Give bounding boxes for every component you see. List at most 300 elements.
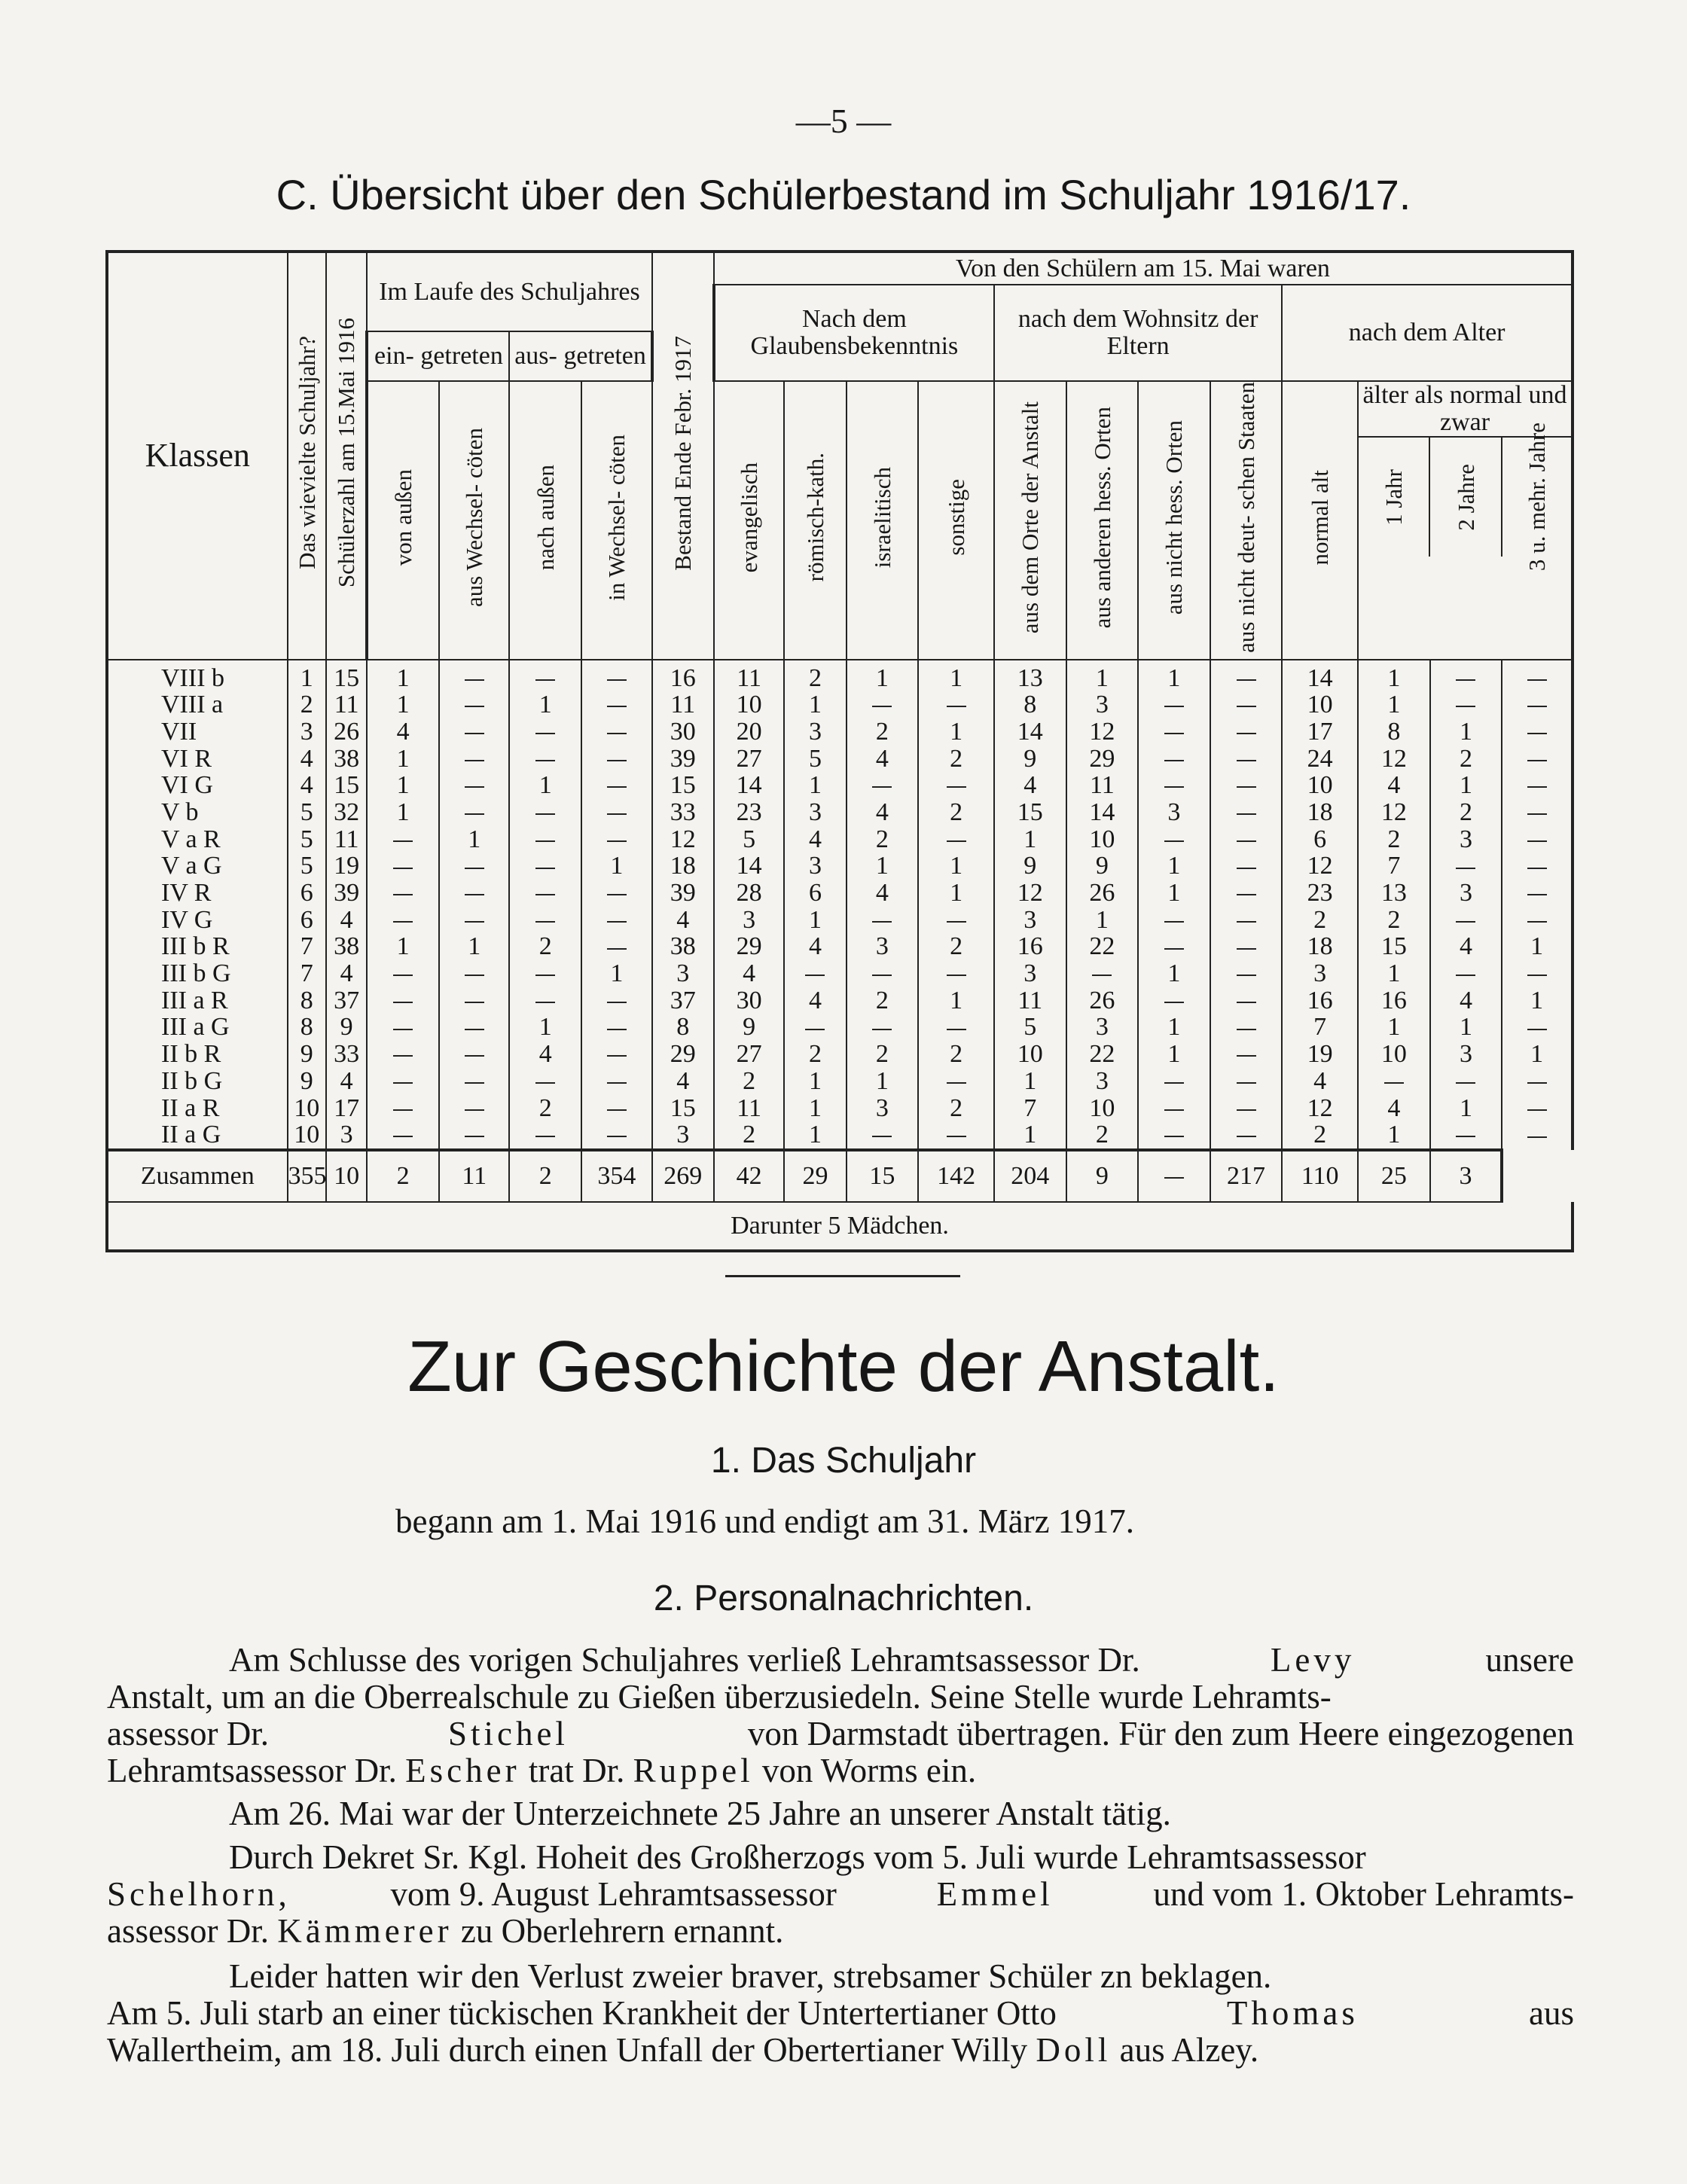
class-label: VI G bbox=[107, 772, 288, 799]
class-label: VIII a bbox=[107, 691, 288, 718]
totals-cell: 9 bbox=[1066, 1150, 1139, 1202]
totals-cell: 2 bbox=[367, 1150, 439, 1202]
dash-mark bbox=[465, 679, 484, 681]
dash-mark bbox=[947, 1136, 966, 1137]
table-row bbox=[107, 660, 1573, 692]
header-schuljahr: Das wievielte Schuljahr? bbox=[288, 252, 326, 660]
table-cell: 3 bbox=[1430, 880, 1502, 907]
table-cell: 6 bbox=[1282, 826, 1358, 853]
dash-mark bbox=[393, 1055, 413, 1057]
dash-mark bbox=[465, 1109, 484, 1111]
table-cell bbox=[581, 933, 652, 960]
table-cell: 12 bbox=[652, 826, 714, 853]
dash-mark bbox=[465, 733, 484, 734]
table-cell: 10 bbox=[1358, 1041, 1430, 1068]
totals-cell: 110 bbox=[1282, 1150, 1358, 1202]
totals-cell: 204 bbox=[994, 1150, 1066, 1202]
table-cell: 1 bbox=[509, 1014, 581, 1041]
dash-mark bbox=[805, 975, 825, 976]
table-cell: 1 bbox=[1430, 1095, 1502, 1122]
table-cell: 2 bbox=[1430, 746, 1502, 773]
table-cell: 2 bbox=[847, 826, 919, 853]
table-cell: 1 bbox=[784, 772, 846, 799]
table-cell: 1 bbox=[1138, 1041, 1210, 1068]
table-cell: 2 bbox=[918, 1095, 994, 1122]
dash-mark bbox=[1237, 975, 1256, 976]
totals-label: Zusammen bbox=[107, 1150, 288, 1202]
table-cell bbox=[1502, 799, 1573, 826]
table-cell: 2 bbox=[714, 1068, 785, 1095]
table-cell: 38 bbox=[326, 746, 367, 773]
table-cell: 1 bbox=[1138, 660, 1210, 692]
table-cell: 12 bbox=[1282, 853, 1358, 880]
table-cell: 4 bbox=[326, 960, 367, 987]
table-cell: 2 bbox=[1282, 1121, 1358, 1150]
dash-mark bbox=[1237, 1136, 1256, 1137]
table-cell bbox=[1502, 746, 1573, 773]
table-cell: 1 bbox=[581, 960, 652, 987]
header-klassen: Klassen bbox=[107, 252, 288, 660]
table-cell: 38 bbox=[652, 933, 714, 960]
dash-mark bbox=[1456, 1136, 1475, 1137]
table-cell: 4 bbox=[1430, 933, 1502, 960]
header-israelitisch: israelitisch bbox=[847, 381, 919, 660]
dash-mark bbox=[872, 975, 892, 976]
table-cell: 1 bbox=[994, 826, 1066, 853]
table-cell bbox=[918, 826, 994, 853]
table-footnote: Darunter 5 Mädchen. bbox=[107, 1202, 1573, 1251]
table-cell: 16 bbox=[994, 933, 1066, 960]
table-cell: 2 bbox=[1282, 907, 1358, 934]
table-cell bbox=[439, 1121, 510, 1150]
table-cell bbox=[1210, 826, 1283, 853]
table-cell: 3 bbox=[1066, 1014, 1139, 1041]
dash-mark bbox=[607, 1002, 627, 1003]
dash-mark bbox=[1527, 733, 1547, 734]
table-cell bbox=[1210, 660, 1283, 692]
dash-mark bbox=[1527, 786, 1547, 788]
table-cell: 3 bbox=[784, 853, 846, 880]
table-cell bbox=[439, 853, 510, 880]
dash-mark bbox=[872, 786, 892, 788]
class-label: VIII b bbox=[107, 660, 288, 692]
table-cell bbox=[1430, 691, 1502, 718]
table-cell: 2 bbox=[1066, 1121, 1139, 1150]
class-label: II b R bbox=[107, 1041, 288, 1068]
table-cell bbox=[1210, 718, 1283, 746]
dash-mark bbox=[1237, 760, 1256, 761]
table-cell: 12 bbox=[994, 880, 1066, 907]
table-cell: 8 bbox=[994, 691, 1066, 718]
table-cell bbox=[1502, 1068, 1573, 1095]
table-cell: 15 bbox=[326, 772, 367, 799]
table-cell bbox=[581, 880, 652, 907]
dash-mark bbox=[1456, 868, 1475, 869]
dash-mark bbox=[1527, 1136, 1547, 1138]
table-cell: 39 bbox=[652, 880, 714, 907]
dash-mark bbox=[1237, 813, 1256, 815]
table-cell: 2 bbox=[1358, 907, 1430, 934]
table-cell: 4 bbox=[1358, 1095, 1430, 1122]
table-cell bbox=[439, 1068, 510, 1095]
table-cell bbox=[581, 987, 652, 1014]
table-cell: 9 bbox=[994, 746, 1066, 773]
table-cell bbox=[509, 746, 581, 773]
class-label: IV G bbox=[107, 907, 288, 934]
table-cell bbox=[1210, 1041, 1283, 1068]
table-cell bbox=[509, 960, 581, 987]
table-cell bbox=[1502, 853, 1573, 880]
header-roemisch-kath: römisch-kath. bbox=[784, 381, 846, 660]
dash-mark bbox=[872, 1029, 892, 1030]
table-cell: 29 bbox=[652, 1041, 714, 1068]
table-cell bbox=[1138, 987, 1210, 1014]
table-cell: 2 bbox=[509, 933, 581, 960]
table-cell: 13 bbox=[1358, 880, 1430, 907]
table-cell: 3 bbox=[714, 907, 785, 934]
table-cell: 11 bbox=[1066, 772, 1139, 799]
table-cell bbox=[918, 691, 994, 718]
schuljahr-text: begann am 1. Mai 1916 und endigt am 31. März 1917. bbox=[395, 1502, 1135, 1540]
totals-cell: 42 bbox=[714, 1150, 785, 1202]
table-cell: 30 bbox=[714, 987, 785, 1014]
table-cell: 18 bbox=[652, 853, 714, 880]
table-cell: 33 bbox=[326, 1041, 367, 1068]
table-cell bbox=[367, 960, 439, 987]
table-cell bbox=[1138, 907, 1210, 934]
table-cell bbox=[1430, 960, 1502, 987]
table-cell bbox=[1430, 1121, 1502, 1150]
table-cell bbox=[1210, 880, 1283, 907]
header-schuelerzahl: Schülerzahl am 15.Mai 1916 bbox=[326, 252, 367, 660]
table-cell: 7 bbox=[288, 933, 326, 960]
table-cell: 15 bbox=[1358, 933, 1430, 960]
table-cell: 14 bbox=[994, 718, 1066, 746]
table-cell bbox=[1138, 1095, 1210, 1122]
table-cell: 22 bbox=[1066, 933, 1139, 960]
table-cell bbox=[1502, 880, 1573, 907]
dash-mark bbox=[1164, 760, 1184, 761]
table-cell: 12 bbox=[1066, 718, 1139, 746]
dash-mark bbox=[872, 706, 892, 707]
table-cell: 39 bbox=[326, 880, 367, 907]
table-cell: 39 bbox=[652, 746, 714, 773]
table-cell: 3 bbox=[1066, 1068, 1139, 1095]
table-cell: 19 bbox=[1282, 1041, 1358, 1068]
dash-mark bbox=[393, 894, 413, 895]
table-cell bbox=[367, 880, 439, 907]
table-cell: 1 bbox=[1430, 772, 1502, 799]
table-cell bbox=[1210, 1095, 1283, 1122]
table-cell: 6 bbox=[288, 880, 326, 907]
dash-mark bbox=[465, 1055, 484, 1057]
table-cell bbox=[581, 1068, 652, 1095]
table-cell bbox=[367, 1095, 439, 1122]
dash-mark bbox=[607, 948, 627, 950]
table-cell: 14 bbox=[1282, 660, 1358, 692]
table-cell bbox=[918, 1121, 994, 1150]
table-cell: 1 bbox=[918, 880, 994, 907]
table-cell bbox=[581, 1014, 652, 1041]
dash-mark bbox=[1237, 948, 1256, 950]
schuljahr-heading: 1. Das Schuljahr bbox=[710, 1441, 977, 1481]
table-cell: 4 bbox=[367, 718, 439, 746]
header-aus-wechselcoeten: aus Wechsel- cöten bbox=[439, 381, 510, 660]
table-cell bbox=[918, 772, 994, 799]
table-cell bbox=[581, 1095, 652, 1122]
table-cell: 8 bbox=[1358, 718, 1430, 746]
table-cell: 22 bbox=[1066, 1041, 1139, 1068]
dash-mark bbox=[607, 760, 627, 761]
section-title: Zur Geschichte der Anstalt. bbox=[407, 1326, 1280, 1407]
table-cell: 1 bbox=[918, 718, 994, 746]
table-cell bbox=[1502, 660, 1573, 692]
totals-cell: 2 bbox=[509, 1150, 581, 1202]
dash-mark bbox=[1237, 706, 1256, 707]
table-cell bbox=[439, 772, 510, 799]
dash-mark bbox=[393, 1082, 413, 1084]
table-cell bbox=[509, 718, 581, 746]
header-aelter-als-normal: älter als normal und zwar 1 Jahr 2 Jahre 3 u. mehr. Jahre bbox=[1358, 381, 1573, 660]
table-cell: 1 bbox=[784, 1121, 846, 1150]
table-cell: 4 bbox=[509, 1041, 581, 1068]
table-cell: 5 bbox=[994, 1014, 1066, 1041]
table-cell: 15 bbox=[652, 1095, 714, 1122]
table-cell: 3 bbox=[994, 960, 1066, 987]
table-cell: 2 bbox=[918, 1041, 994, 1068]
table-cell: 1 bbox=[1358, 691, 1430, 718]
dash-mark bbox=[1527, 813, 1547, 815]
table-cell: 9 bbox=[326, 1014, 367, 1041]
table-cell: 10 bbox=[288, 1121, 326, 1150]
dash-mark bbox=[535, 975, 555, 976]
header-von-den-schuelern: Von den Schülern am 15. Mai waren bbox=[714, 252, 1573, 285]
table-cell bbox=[581, 660, 652, 692]
table-cell: 4 bbox=[288, 746, 326, 773]
table-cell bbox=[509, 880, 581, 907]
header-eingetreten: ein- getreten bbox=[367, 331, 509, 381]
table-cell bbox=[847, 1121, 919, 1150]
table-cell: 5 bbox=[288, 826, 326, 853]
table-cell: 1 bbox=[367, 799, 439, 826]
dash-mark bbox=[1237, 786, 1256, 788]
dash-mark bbox=[465, 975, 484, 976]
header-sonstige: sonstige bbox=[918, 381, 994, 660]
dash-mark bbox=[393, 1029, 413, 1030]
table-cell: 1 bbox=[918, 660, 994, 692]
totals-row bbox=[107, 1150, 1573, 1202]
class-label: II a G bbox=[107, 1121, 288, 1150]
header-aus-nicht-hess: aus nicht hess. Orten bbox=[1138, 381, 1210, 660]
table-cell: 26 bbox=[326, 718, 367, 746]
dash-mark bbox=[607, 679, 627, 681]
table-cell bbox=[1210, 1068, 1283, 1095]
table-cell: 33 bbox=[652, 799, 714, 826]
dash-mark bbox=[1237, 921, 1256, 923]
table-cell bbox=[1066, 960, 1139, 987]
table-cell bbox=[509, 907, 581, 934]
table-cell: 1 bbox=[1358, 1121, 1430, 1150]
class-label: II a R bbox=[107, 1095, 288, 1122]
table-row bbox=[107, 1095, 1573, 1122]
table-cell: 3 bbox=[784, 799, 846, 826]
table-cell: 10 bbox=[714, 691, 785, 718]
dash-mark bbox=[607, 813, 627, 815]
table-cell: 2 bbox=[847, 718, 919, 746]
table-cell bbox=[1502, 1121, 1573, 1150]
dash-mark bbox=[872, 1136, 892, 1137]
table-cell bbox=[784, 960, 846, 987]
dash-mark bbox=[607, 706, 627, 707]
class-label: VII bbox=[107, 718, 288, 746]
dash-mark bbox=[1237, 679, 1256, 681]
table-cell: 1 bbox=[784, 691, 846, 718]
table-cell: 1 bbox=[1138, 960, 1210, 987]
table-row bbox=[107, 960, 1573, 987]
table-cell: 2 bbox=[1430, 799, 1502, 826]
dash-mark bbox=[535, 840, 555, 842]
dash-mark bbox=[465, 921, 484, 923]
table-cell: 14 bbox=[714, 853, 785, 880]
table-cell: 1 bbox=[784, 1095, 846, 1122]
table-cell: 8 bbox=[288, 1014, 326, 1041]
table-cell: 3 bbox=[1138, 799, 1210, 826]
table-cell bbox=[581, 826, 652, 853]
table-cell: 1 bbox=[1066, 907, 1139, 934]
table-cell: 6 bbox=[288, 907, 326, 934]
table-cell bbox=[439, 691, 510, 718]
table-cell bbox=[581, 746, 652, 773]
header-in-wechselcoeten: in Wechsel- cöten bbox=[581, 381, 652, 660]
table-cell bbox=[1138, 772, 1210, 799]
dash-mark bbox=[1237, 894, 1256, 895]
table-cell: 13 bbox=[994, 660, 1066, 692]
table-cell: 4 bbox=[288, 772, 326, 799]
dash-mark bbox=[1527, 679, 1547, 681]
table-cell bbox=[509, 799, 581, 826]
dash-mark bbox=[1384, 1082, 1404, 1084]
header-ausgetreten: aus- getreten bbox=[509, 331, 651, 381]
dash-mark bbox=[607, 840, 627, 842]
table-cell bbox=[439, 746, 510, 773]
dash-mark bbox=[1456, 706, 1475, 707]
table-cell bbox=[367, 907, 439, 934]
table-cell: 1 bbox=[1358, 960, 1430, 987]
table-cell bbox=[847, 960, 919, 987]
table-cell: 11 bbox=[994, 987, 1066, 1014]
dash-mark bbox=[607, 786, 627, 788]
table-cell: 15 bbox=[326, 660, 367, 692]
totals-cell: 10 bbox=[326, 1150, 367, 1202]
table-cell: 2 bbox=[847, 1041, 919, 1068]
totals-cell: 355 bbox=[288, 1150, 326, 1202]
table-cell: 26 bbox=[1066, 880, 1139, 907]
table-cell bbox=[918, 907, 994, 934]
table-cell: 1 bbox=[918, 853, 994, 880]
table-cell bbox=[1502, 1014, 1573, 1041]
dash-mark bbox=[1164, 1177, 1184, 1179]
dash-mark bbox=[1527, 1109, 1547, 1111]
dash-mark bbox=[1527, 921, 1547, 923]
table-cell: 2 bbox=[1358, 826, 1430, 853]
table-cell bbox=[1210, 746, 1283, 773]
table-cell bbox=[1210, 987, 1283, 1014]
totals-cell: 25 bbox=[1358, 1150, 1430, 1202]
table-cell bbox=[784, 1014, 846, 1041]
table-cell bbox=[439, 987, 510, 1014]
table-cell bbox=[918, 1068, 994, 1095]
table-cell: 2 bbox=[288, 691, 326, 718]
table-cell: 29 bbox=[1066, 746, 1139, 773]
dash-mark bbox=[535, 894, 555, 895]
table-cell bbox=[581, 1121, 652, 1150]
table-cell bbox=[1138, 933, 1210, 960]
dash-mark bbox=[1456, 921, 1475, 923]
table-cell bbox=[439, 1095, 510, 1122]
table-cell bbox=[509, 987, 581, 1014]
dash-mark bbox=[1527, 868, 1547, 869]
table-cell: 9 bbox=[1066, 853, 1139, 880]
table-cell: 3 bbox=[1430, 1041, 1502, 1068]
section-divider bbox=[725, 1275, 960, 1277]
table-cell: 5 bbox=[784, 746, 846, 773]
dash-mark bbox=[947, 706, 966, 707]
dash-mark bbox=[1527, 1082, 1547, 1084]
table-cell: 1 bbox=[367, 933, 439, 960]
dash-mark bbox=[465, 1136, 484, 1137]
table-cell bbox=[581, 718, 652, 746]
dash-mark bbox=[805, 1029, 825, 1030]
table-cell: 12 bbox=[1358, 799, 1430, 826]
header-aus-anderen-hess: aus anderen hess. Orten bbox=[1066, 381, 1139, 660]
class-label: III a R bbox=[107, 987, 288, 1014]
table-cell: 1 bbox=[439, 933, 510, 960]
table-cell: 23 bbox=[714, 799, 785, 826]
table-cell bbox=[1502, 1095, 1573, 1122]
table-row bbox=[107, 1121, 1573, 1150]
table-cell: 1 bbox=[367, 772, 439, 799]
table-cell: 4 bbox=[847, 746, 919, 773]
table-cell: 9 bbox=[714, 1014, 785, 1041]
table-cell bbox=[439, 1041, 510, 1068]
table-cell: 16 bbox=[1282, 987, 1358, 1014]
dash-mark bbox=[393, 975, 413, 976]
table-cell bbox=[439, 799, 510, 826]
header-im-laufe: Im Laufe des Schuljahres bbox=[367, 252, 651, 331]
class-label: III b G bbox=[107, 960, 288, 987]
dash-mark bbox=[465, 1029, 484, 1030]
table-cell bbox=[439, 960, 510, 987]
table-cell: 3 bbox=[1282, 960, 1358, 987]
table-cell bbox=[1138, 718, 1210, 746]
header-evangelisch: evangelisch bbox=[714, 381, 785, 660]
dash-mark bbox=[1237, 1082, 1256, 1084]
table-row bbox=[107, 880, 1573, 907]
table-cell: 37 bbox=[652, 987, 714, 1014]
dash-mark bbox=[947, 786, 966, 788]
table-cell: 1 bbox=[509, 691, 581, 718]
table-cell bbox=[1138, 1068, 1210, 1095]
table-cell bbox=[847, 1014, 919, 1041]
table-cell bbox=[439, 660, 510, 692]
header-aus-dem-orte: aus dem Orte der Anstalt bbox=[994, 381, 1066, 660]
personal-heading: 2. Personalnachrichten. bbox=[653, 1579, 1034, 1618]
dash-mark bbox=[607, 1136, 627, 1137]
table-cell bbox=[847, 772, 919, 799]
table-cell bbox=[1210, 907, 1283, 934]
table-cell bbox=[509, 1121, 581, 1150]
table-cell: 1 bbox=[1502, 1041, 1573, 1068]
